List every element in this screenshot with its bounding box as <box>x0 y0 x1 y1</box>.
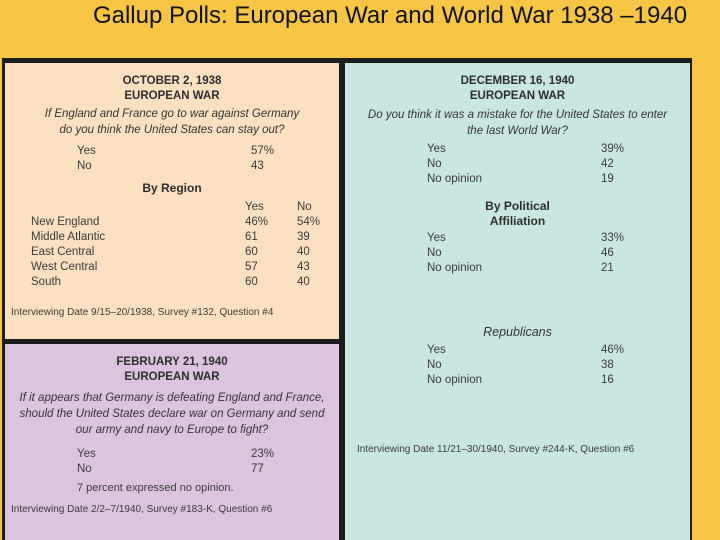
poll-date: FEBRUARY 21, 1940 <box>116 356 228 368</box>
answer-label: Yes <box>427 143 446 155</box>
answer-value: 46 <box>601 247 614 259</box>
poll-date: OCTOBER 2, 1938 <box>122 75 222 87</box>
region-row <box>5 215 339 230</box>
region-name: New England <box>31 216 100 228</box>
region-row <box>5 260 339 275</box>
poll-heading: EUROPEAN WAR <box>124 371 220 383</box>
answer-value: 77 <box>251 463 264 475</box>
region-no: 54% <box>297 216 321 228</box>
affiliation-title-line2: Affiliation <box>489 214 546 228</box>
poll-panel-october-1938 <box>5 63 339 339</box>
poll-question: If it appears that Germany is defeating England and France, should the United States declare war on Germany and send our army and navy to Europe to fight? <box>19 392 325 436</box>
poll-panel-february-1940 <box>5 344 339 540</box>
region-yes: 61 <box>245 231 258 243</box>
answer-label: No <box>77 463 92 475</box>
answer-value: 46% <box>601 344 625 356</box>
interview-info: Interviewing Date 9/15–20/1938, Survey #132, Question #4 <box>11 307 274 318</box>
region-name: East Central <box>31 246 95 258</box>
interview-info: Interviewing Date 2/2–7/1940, Survey #183-K, Question #6 <box>11 504 273 515</box>
region-name: South <box>31 276 62 288</box>
answer-value: 39% <box>601 143 625 155</box>
region-yes: 46% <box>245 216 269 228</box>
answer-label: Yes <box>77 145 96 157</box>
answer-row <box>5 144 339 159</box>
answer-label: No <box>77 160 92 172</box>
answer-row <box>345 343 690 358</box>
region-row <box>5 275 339 290</box>
answer-row <box>5 462 339 477</box>
answer-value: 19 <box>601 173 614 185</box>
answer-value: 38 <box>601 359 614 371</box>
region-yes: 60 <box>245 246 258 258</box>
region-header-row <box>5 200 339 215</box>
answer-value: 23% <box>251 448 275 460</box>
col-yes: Yes <box>245 201 264 213</box>
poll-heading: EUROPEAN WAR <box>124 90 220 102</box>
answer-label: No <box>427 247 442 259</box>
answer-row <box>345 261 690 276</box>
answer-row <box>345 172 690 187</box>
slide-title: Gallup Polls: European War and World War 1938 –1940 <box>92 2 688 29</box>
region-yes: 57 <box>245 261 258 273</box>
affiliation-title-line1: By Political <box>485 199 550 213</box>
region-no: 39 <box>297 231 310 243</box>
region-row <box>5 230 339 245</box>
republicans-title: Republicans <box>483 325 552 339</box>
answer-value: 16 <box>601 374 614 386</box>
poll-image-frame <box>2 58 692 540</box>
answer-label: Yes <box>77 448 96 460</box>
region-name: West Central <box>31 261 98 273</box>
region-title: By Region <box>142 181 202 195</box>
poll-question: Do you think it was a mistake for the United States to enter the last World War? <box>367 109 668 137</box>
poll-heading: EUROPEAN WAR <box>469 90 566 102</box>
answer-row <box>345 358 690 373</box>
answer-row <box>5 159 339 174</box>
region-no: 40 <box>297 276 310 288</box>
region-name: Middle Atlantic <box>31 231 106 243</box>
interview-info: Interviewing Date 11/21–30/1940, Survey #244-K, Question #6 <box>357 444 635 455</box>
col-no: No <box>297 201 312 213</box>
region-yes: 60 <box>245 276 258 288</box>
region-no: 43 <box>297 261 310 273</box>
answer-value: 43 <box>251 160 264 172</box>
answer-row <box>345 373 690 388</box>
answer-label: No opinion <box>427 374 482 386</box>
answer-value: 33% <box>601 232 625 244</box>
region-no: 40 <box>297 246 310 258</box>
region-row <box>5 245 339 260</box>
answer-label: Yes <box>427 344 446 356</box>
answer-row <box>345 246 690 261</box>
answer-row <box>345 142 690 157</box>
poll-question: If England and France go to war against Germany do you think the United States can stay out? <box>44 108 300 136</box>
answer-value: 42 <box>601 158 614 170</box>
answer-label: No opinion <box>427 173 482 185</box>
poll-panel-december-1940 <box>345 63 690 540</box>
answer-value: 21 <box>601 262 614 274</box>
answer-row <box>345 231 690 246</box>
answer-label: Yes <box>427 232 446 244</box>
poll-date: DECEMBER 16, 1940 <box>460 75 575 87</box>
answer-row <box>345 157 690 172</box>
answer-row <box>5 447 339 462</box>
poll-note: 7 percent expressed no opinion. <box>77 482 234 494</box>
answer-label: No <box>427 359 442 371</box>
answer-label: No <box>427 158 442 170</box>
answer-label: No opinion <box>427 262 482 274</box>
answer-value: 57% <box>251 145 275 157</box>
